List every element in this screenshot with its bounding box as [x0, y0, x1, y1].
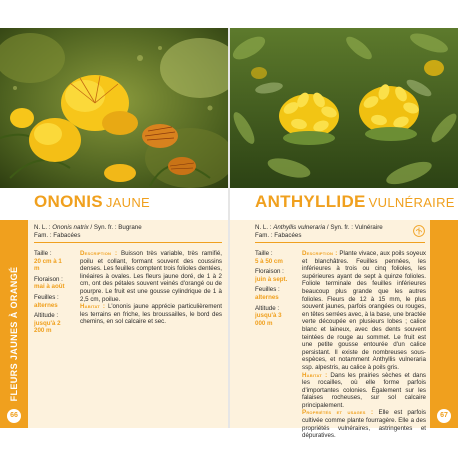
- species-epithet: VULNÉRAIRE: [368, 195, 455, 210]
- right-page: [229, 28, 458, 440]
- page-number: 66: [7, 409, 21, 423]
- species-title: [34, 192, 150, 212]
- divider: [34, 242, 222, 243]
- stat-label: Altitude :: [34, 312, 59, 320]
- stat-label: Altitude :: [255, 304, 280, 312]
- stat-value: mai à août: [34, 283, 65, 291]
- stat-value: 5 à 50 cm: [255, 257, 283, 265]
- stat-value: juin à sept.: [255, 275, 288, 283]
- properties-heading: Propriétés et usages :: [302, 409, 374, 417]
- species-title: [255, 192, 455, 212]
- ononis-photo: [0, 28, 229, 188]
- stat-label: Taille :: [34, 250, 52, 257]
- stat-value: 20 cm à 1 m: [34, 257, 62, 273]
- species-genus: ANTHYLLIDE: [255, 192, 366, 211]
- latin-name-line: N. L. : Ononis natrix / Syn. fr. : Bugrane: [34, 224, 142, 231]
- stat-label: Floraison :: [34, 275, 63, 283]
- properties-paragraph: Propriétés et usages : Elle est parfois cultivée comme plante fourragère. Elle a des propriétés vulnéraires, astringentes et dépuratives.: [302, 409, 426, 440]
- stat-label: Feuilles :: [255, 286, 280, 294]
- family-line: Fam. : Fabacées: [255, 232, 302, 239]
- left-page: [0, 28, 229, 428]
- description-paragraph: Description : Plante vivace, aux poils soyeux et blanchâtres. Feuilles pennées, les inférieures à trois ou cinq folioles, les supérieures ayant de sept à quinze folioles. Foliole terminale des feuilles inférieures beaucoup plus grande que les autres folioles. Fleurs de 12 à 15 mm, le plus souvent jaunes, parfois orangées ou rouges, en têtes serrées avec, à la base, une bractée verte découpée en plusieurs lobes ; calice blanc et laineux, avec des dents souvent teintées de rouge au sommet. Le fruit est une petite gousse entourée d'un calice persistant. Il existe de nombreuses sous-espèces, et notamment Anthyllis vulneraria ssp. alpestris, au calice à poils gris.: [302, 250, 426, 371]
- stat-value: jusqu'à 2 200 m: [34, 319, 61, 335]
- stat-label: Floraison :: [255, 268, 284, 276]
- family-line: Fam. : Fabacées: [34, 232, 81, 239]
- stat-label: Feuilles :: [34, 293, 59, 301]
- section-label: FLEURS JAUNES À ORANGÉ: [9, 266, 19, 402]
- habitat-paragraph: Habitat : L'ononis jaune apprécie particulièrement les terrains en friche, les broussailles, le bord des chemins, en sol calcaire et sec.: [80, 303, 222, 326]
- habitat-paragraph: Habitat : Dans les prairies sèches et dans les rocailles, où elle forme parfois d'importantes colonies. Également sur les falaises rocheuses, sur sol calcaire principalement.: [302, 371, 426, 409]
- herb-medicine-icon: [413, 224, 425, 236]
- latin-name-line: N. L. : Anthyllis vulneraria / Syn. fr. : Vulnéraire: [255, 224, 383, 231]
- page-number: 67: [437, 409, 451, 423]
- book-spine: [228, 28, 230, 428]
- species-genus: ONONIS: [34, 192, 103, 211]
- description-paragraph: Description : Buisson très variable, très ramifié, poilu et collant, formant souvent des coussins denses. Les feuilles comptent trois folioles dentées, linéaires à ovales. Les fleurs jaune doré, de 1 à 2 cm, ont des pétales souvent veinés d'orangé ou de pourpre. Le fruit est une gousse cylindrique de 1 à 2,5 cm, poilue.: [80, 250, 222, 303]
- stats-column: [255, 250, 289, 330]
- stat-label: Taille :: [255, 250, 273, 257]
- description-text: [302, 250, 426, 440]
- nomenclature: [255, 224, 383, 240]
- side-strip: [430, 220, 458, 428]
- description-text: [80, 250, 222, 326]
- anthyllis-photo: [229, 28, 458, 188]
- species-epithet: JAUNE: [105, 195, 150, 210]
- habitat-heading: Habitat :: [302, 371, 328, 379]
- stat-value: jusqu'à 3 000 m: [255, 312, 282, 327]
- nomenclature: [34, 224, 142, 240]
- description-heading: Description :: [80, 250, 118, 257]
- stat-value: alternes: [34, 301, 58, 309]
- description-heading: Description :: [302, 250, 338, 257]
- stat-value: alternes: [255, 293, 279, 301]
- habitat-heading: Habitat :: [80, 303, 106, 311]
- divider: [255, 242, 425, 243]
- stats-column: [34, 250, 68, 338]
